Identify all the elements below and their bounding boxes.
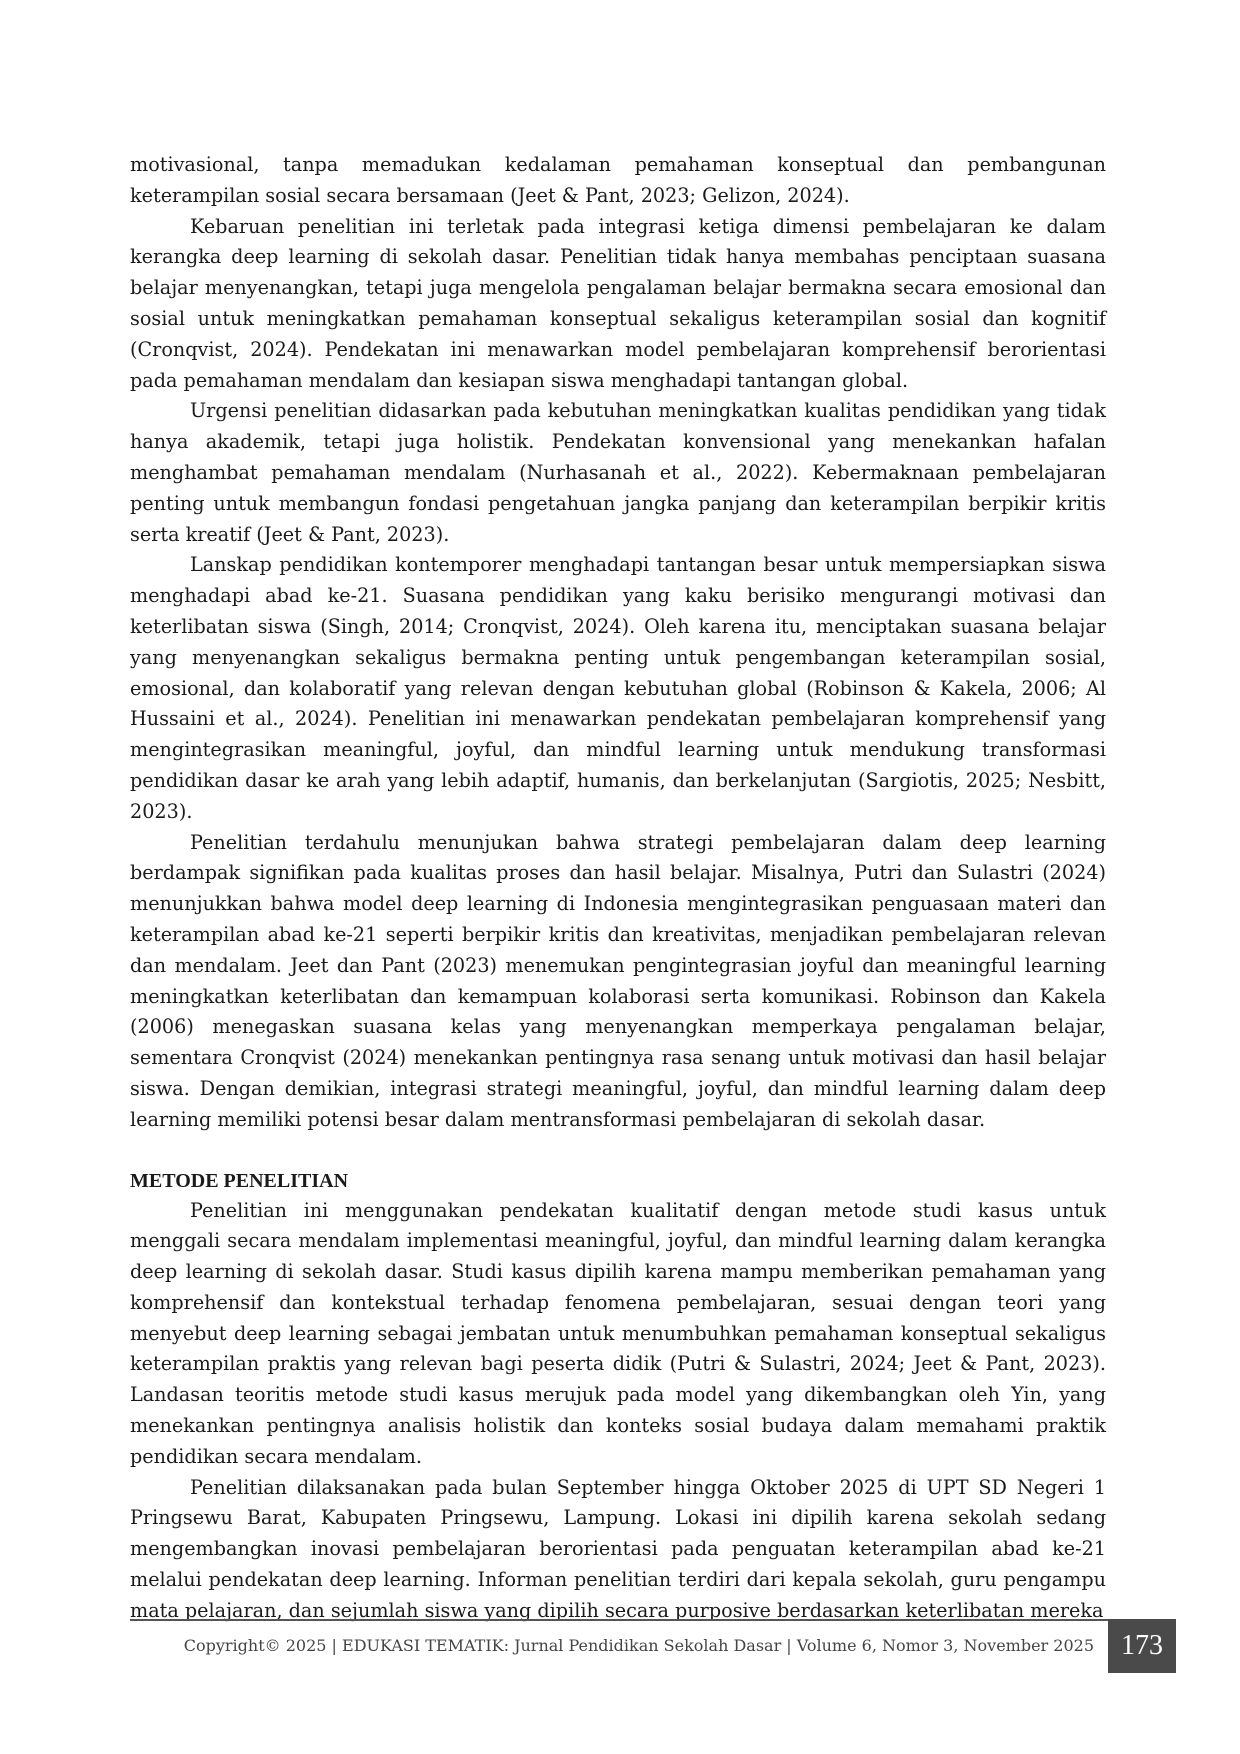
section-heading-method: METODE PENELITIAN — [130, 1169, 349, 1192]
paragraph-continuation: motivasional, tanpa memadukan kedalaman pemahaman konseptual dan pembangunan keterampilan sosial secara bersamaan (Jeet & Pant, 2023; Gelizon, 2024). — [130, 153, 1106, 207]
footer-citation: Copyright© 2025 | EDUKASI TEMATIK: Jurnal Pendidikan Sekolah Dasar | Volume 6, Nomor 3, November 2025 — [183, 1636, 1094, 1655]
paragraph-urgency: Urgensi penelitian didasarkan pada kebutuhan meningkatkan kualitas pendidikan yang tidak hanya akademik, tetapi juga holistik. Pendekatan konvensional yang menekankan hafalan menghambat pemahaman mendalam (Nurhasanah et al., 2022). Kebermaknaan pembelajaran penting untuk membangun fondasi pengetahuan jangka panjang dan keterampilan berpikir kritis serta kreatif (Jeet & Pant, 2023). — [130, 399, 1106, 546]
paragraph-method-location: Penelitian dilaksanakan pada bulan September hingga Oktober 2025 di UPT SD Negeri 1 Pringsewu Barat, Kabupaten Pringsewu, Lampung. Lokasi ini dipilih karena sekolah sedang mengembangkan inovasi pembelajaran berorientasi pada penguatan keterampilan abad ke-21 melalui pendekatan deep learning. Informan penelitian terdiri dari kepala sekolah, guru pengampu mata pelajaran, dan sejumlah siswa yang dipilih secara purposive berdasarkan keterlibatan mereka — [130, 1475, 1106, 1622]
page-number-badge: 173 — [1108, 1619, 1176, 1673]
paragraph-method-approach: Penelitian ini menggunakan pendekatan kualitatif dengan metode studi kasus untuk menggali secara mendalam implementasi meaningful, joyful, dan mindful learning dalam kerangka deep learning di sekolah dasar. Studi kasus dipilih karena mampu memberikan pemahaman yang komprehensif dan kontekstual terhadap fenomena pembelajaran, sesuai dengan teori yang menyebut deep learning sebagai jembatan untuk menumbuhkan pemahaman konseptual sekaligus keterampilan praktis yang relevan bagi peserta didik (Putri & Sulastri, 2024; Jeet & Pant, 2023). Landasan teoritis metode studi kasus merujuk pada model yang dikembangkan oleh Yin, yang menekankan pentingnya analisis holistik dan konteks sosial budaya dalam memahami praktik pendidikan secara mendalam. — [130, 1198, 1106, 1468]
article-body — [130, 150, 1106, 1627]
footer-divider — [130, 1619, 1108, 1621]
paragraph-prior-research: Penelitian terdahulu menunjukan bahwa strategi pembelajaran dalam deep learning berdampak signifikan pada kualitas proses dan hasil belajar. Misalnya, Putri dan Sulastri (2024) menunjukkan bahwa model deep learning di Indonesia mengintegrasikan penguasaan materi dan keterampilan abad ke-21 seperti berpikir kritis dan kreativitas, menjadikan pembelajaran relevan dan mendalam. Jeet dan Pant (2023) menemukan pengintegrasian joyful dan meaningful learning meningkatkan keterlibatan dan kemampuan kolaborasi serta komunikasi. Robinson dan Kakela (2006) menegaskan suasana kelas yang menyenangkan memperkaya pengalaman belajar, sementara Cronqvist (2024) menekankan pentingnya rasa senang untuk motivasi dan hasil belajar siswa. Dengan demikian, integrasi strategi meaningful, joyful, dan mindful learning dalam deep learning memiliki potensi besar dalam mentransformasi pembelajaran di sekolah dasar. — [130, 830, 1106, 1131]
paragraph-landscape: Lanskap pendidikan kontemporer menghadapi tantangan besar untuk mempersiapkan siswa menghadapi abad ke-21. Suasana pendidikan yang kaku berisiko mengurangi motivasi dan keterlibatan siswa (Singh, 2014; Cronqvist, 2024). Oleh karena itu, menciptakan suasana belajar yang menyenangkan sekaligus bermakna penting untuk pengembangan keterampilan sosial, emosional, dan kolaboratif yang relevan dengan kebutuhan global (Robinson & Kakela, 2006; Al Hussaini et al., 2024). Penelitian ini menawarkan pendekatan pembelajaran komprehensif yang mengintegrasikan meaningful, joyful, dan mindful learning untuk mendukung transformasi pendidikan dasar ke arah yang lebih adaptif, humanis, dan berkelanjutan (Sargiotis, 2025; Nesbitt, 2023). — [130, 553, 1106, 823]
paragraph-novelty: Kebaruan penelitian ini terletak pada integrasi ketiga dimensi pembelajaran ke dalam kerangka deep learning di sekolah dasar. Penelitian tidak hanya membahas penciptaan suasana belajar menyenangkan, tetapi juga mengelola pengalaman belajar bermakna secara emosional dan sosial untuk meningkatkan pemahaman konseptual sekaligus keterampilan sosial dan kognitif (Cronqvist, 2024). Pendekatan ini menawarkan model pembelajaran komprehensif berorientasi pada pemahaman mendalam dan kesiapan siswa menghadapi tantangan global. — [130, 214, 1106, 392]
